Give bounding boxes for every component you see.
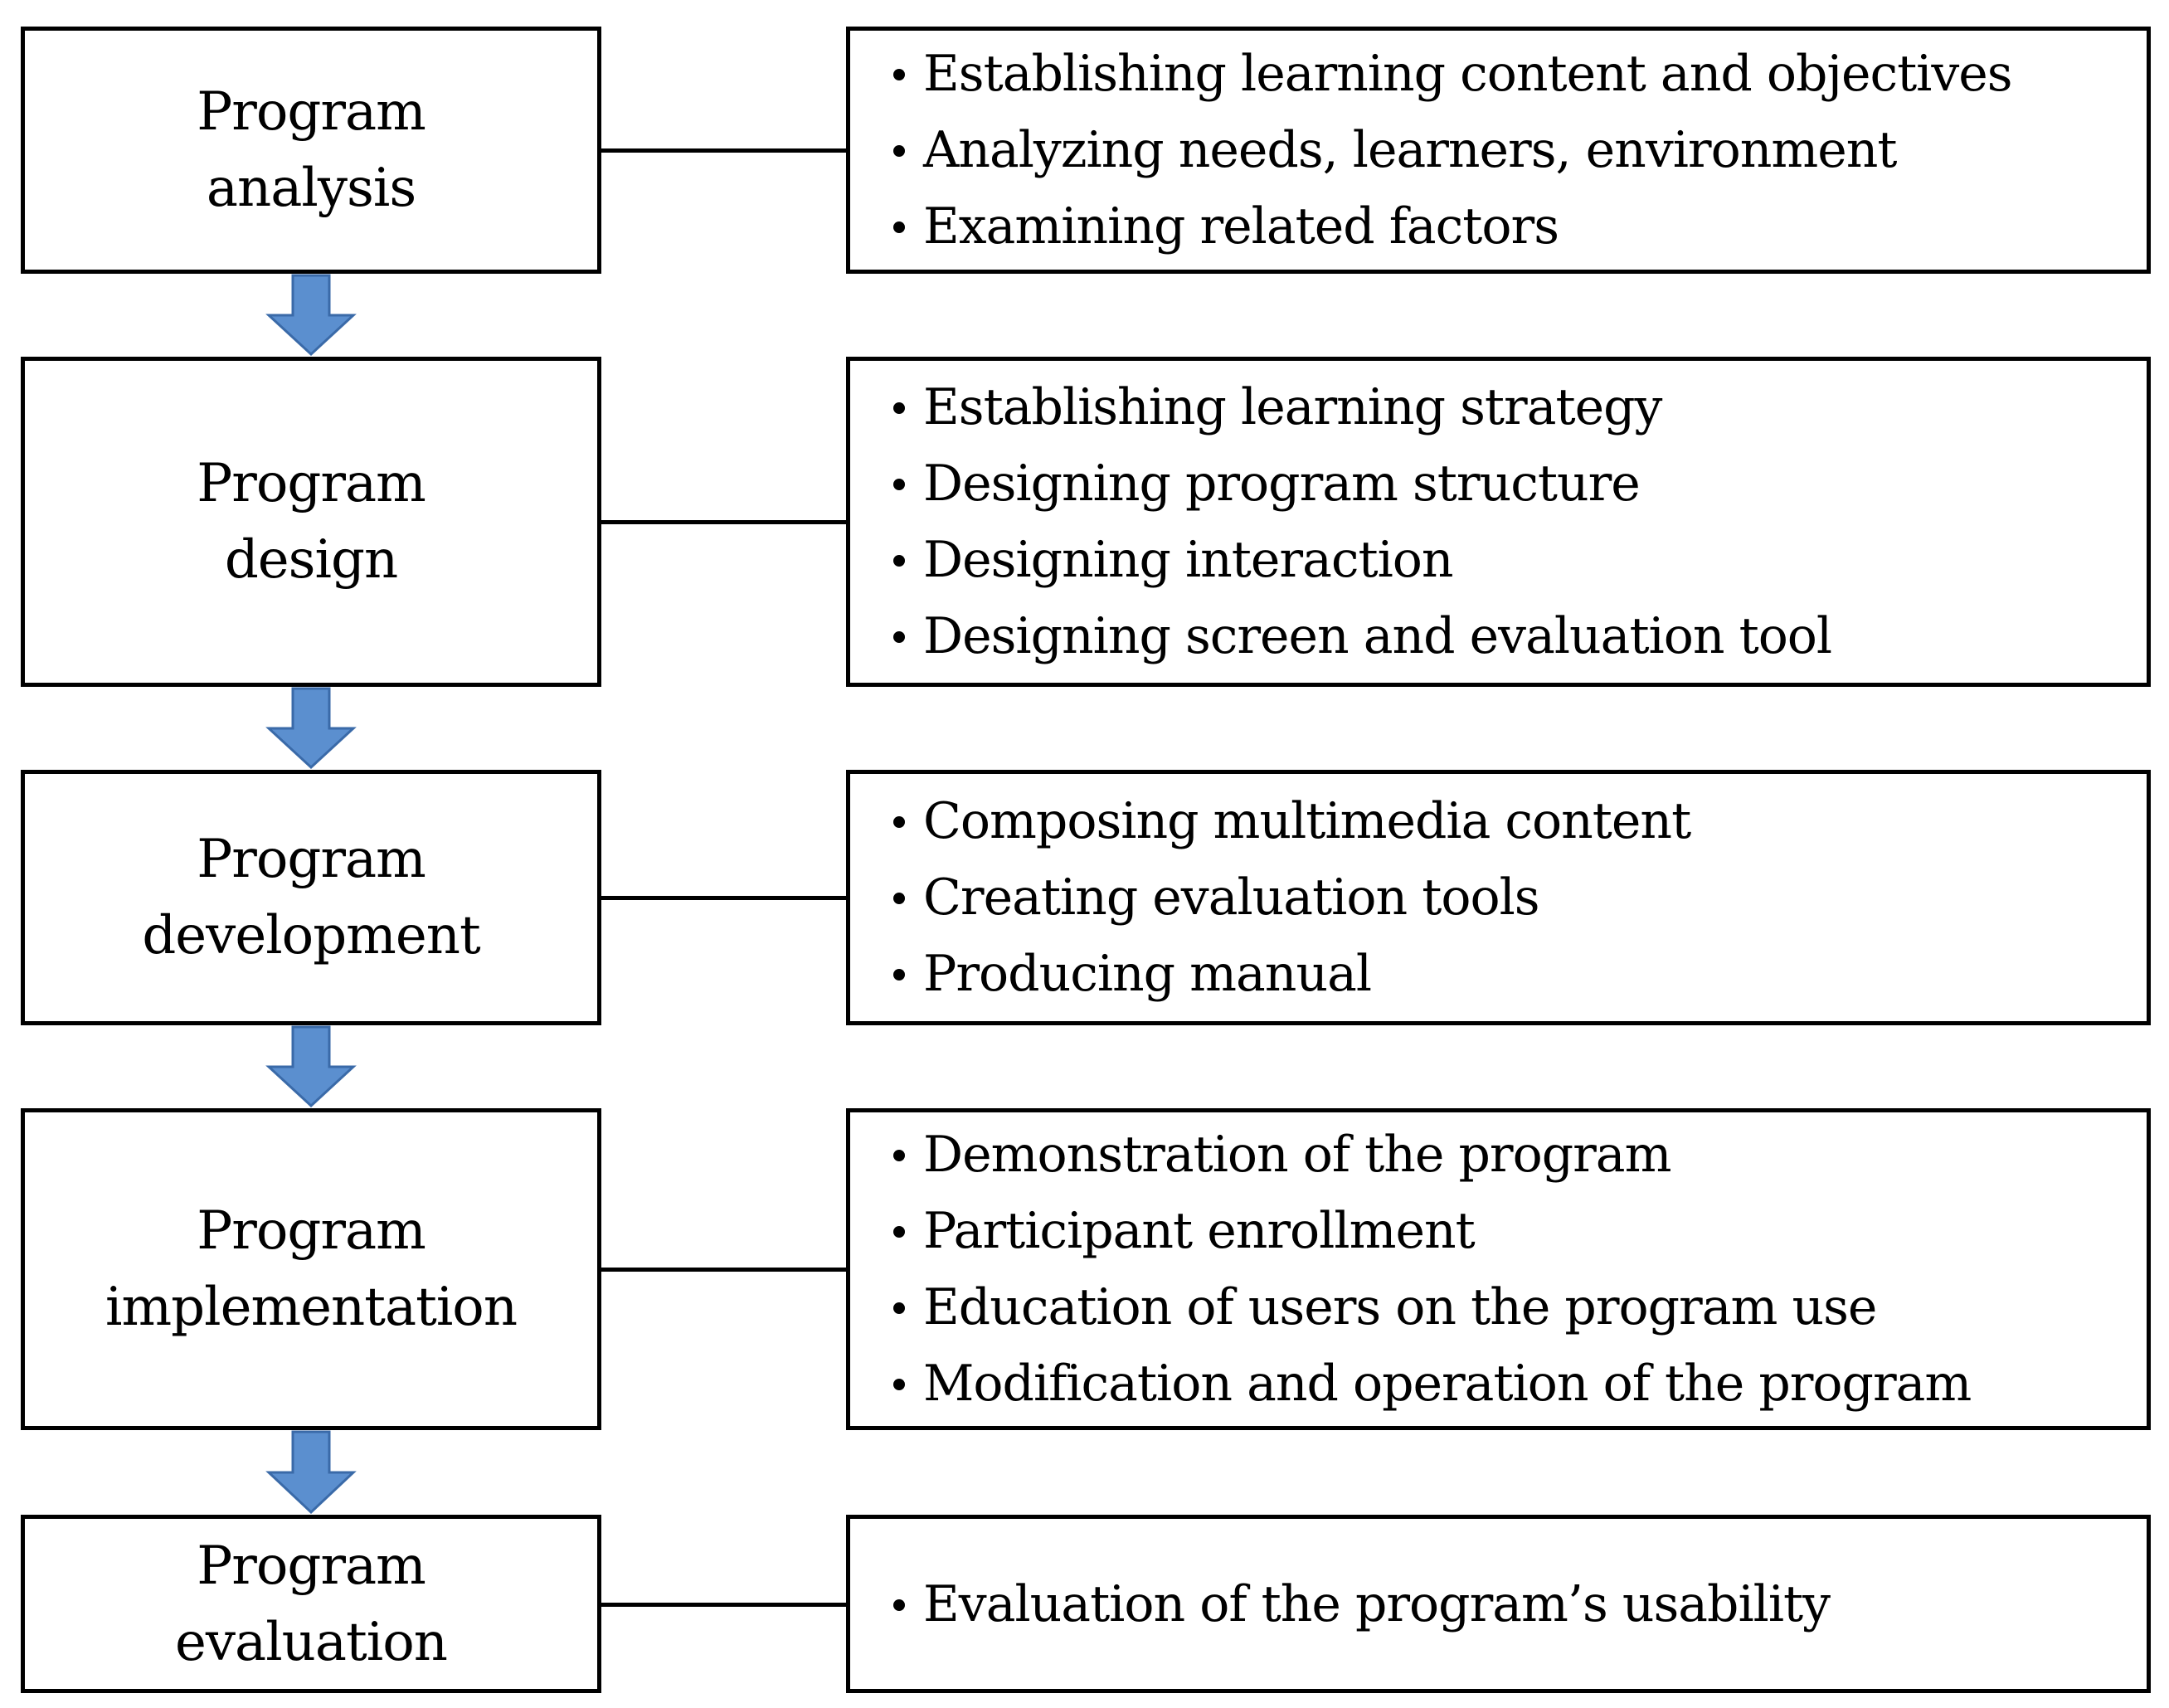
detail-item (923, 859, 1690, 936)
detail-list (850, 1566, 1830, 1642)
bullet-dot-icon (893, 221, 905, 233)
bullet-dot-icon (893, 631, 905, 643)
connector-line (601, 896, 846, 900)
phase-label: Program evaluation (175, 1535, 447, 1673)
bullet-dot-icon (893, 555, 905, 567)
detail-item (923, 1193, 1971, 1269)
detail-item (923, 1566, 1830, 1642)
detail-item (923, 112, 2012, 188)
detail-item (923, 1269, 1971, 1345)
detail-text: Establishing learning strategy (923, 378, 1662, 436)
down-arrow-shape (269, 1432, 353, 1512)
detail-item (923, 36, 2012, 112)
phase-label: Program design (197, 453, 426, 591)
down-arrow-icon (265, 687, 357, 770)
down-arrow-icon (265, 1025, 357, 1108)
connector-line (601, 148, 846, 153)
bullet-dot-icon (893, 479, 905, 490)
detail-list (850, 36, 2012, 265)
detail-text: Designing interaction (923, 531, 1453, 589)
connector-line (601, 1603, 846, 1607)
detail-text: Participant enrollment (923, 1202, 1475, 1260)
detail-box (846, 770, 2151, 1025)
phase-label: Program implementation (105, 1200, 518, 1338)
detail-text: Education of users on the program use (923, 1278, 1877, 1336)
detail-item (923, 445, 1831, 522)
bullet-dot-icon (893, 1599, 905, 1611)
detail-item (923, 369, 1831, 445)
phase-label: Program analysis (197, 81, 426, 219)
detail-text: Demonstration of the program (923, 1126, 1671, 1184)
detail-text: Designing screen and evaluation tool (923, 607, 1832, 665)
detail-item (923, 783, 1690, 859)
detail-box (846, 1108, 2151, 1430)
bullet-dot-icon (893, 145, 905, 157)
detail-text: Examining related factors (923, 197, 1559, 255)
down-arrow-shape (269, 689, 353, 767)
detail-item (923, 1345, 1971, 1422)
down-arrow-shape (269, 1027, 353, 1106)
bullet-dot-icon (893, 1226, 905, 1238)
phase-box (21, 357, 601, 687)
bullet-dot-icon (893, 893, 905, 904)
detail-list (850, 1117, 1971, 1422)
phase-label: Program development (142, 829, 480, 966)
bullet-dot-icon (893, 69, 905, 80)
detail-text: Designing program structure (923, 455, 1640, 513)
detail-text: Evaluation of the program’s usability (923, 1574, 1831, 1633)
bullet-dot-icon (893, 1150, 905, 1161)
detail-text: Creating evaluation tools (923, 869, 1539, 927)
phase-box (21, 770, 601, 1025)
detail-text: Establishing learning content and objectives (923, 45, 2012, 103)
bullet-dot-icon (893, 1302, 905, 1314)
detail-item (923, 598, 1831, 674)
detail-item (923, 522, 1831, 598)
detail-text: Modification and operation of the program (923, 1355, 1972, 1413)
phase-box (21, 27, 601, 274)
detail-list (850, 783, 1690, 1012)
detail-box (846, 27, 2151, 274)
detail-item (923, 188, 2012, 265)
connector-line (601, 520, 846, 524)
bullet-dot-icon (893, 1379, 905, 1390)
phase-box (21, 1515, 601, 1693)
down-arrow-shape (269, 275, 353, 354)
detail-list (850, 369, 1831, 674)
bullet-dot-icon (893, 816, 905, 828)
detail-item (923, 936, 1690, 1012)
detail-item (923, 1117, 1971, 1193)
bullet-dot-icon (893, 969, 905, 981)
phase-box (21, 1108, 601, 1430)
bullet-dot-icon (893, 402, 905, 414)
detail-box (846, 357, 2151, 687)
down-arrow-icon (265, 274, 357, 357)
connector-line (601, 1268, 846, 1272)
detail-text: Producing manual (923, 945, 1372, 1003)
detail-text: Composing multimedia content (923, 792, 1691, 850)
down-arrow-icon (265, 1430, 357, 1515)
detail-box (846, 1515, 2151, 1693)
detail-text: Analyzing needs, learners, environment (923, 121, 1897, 179)
